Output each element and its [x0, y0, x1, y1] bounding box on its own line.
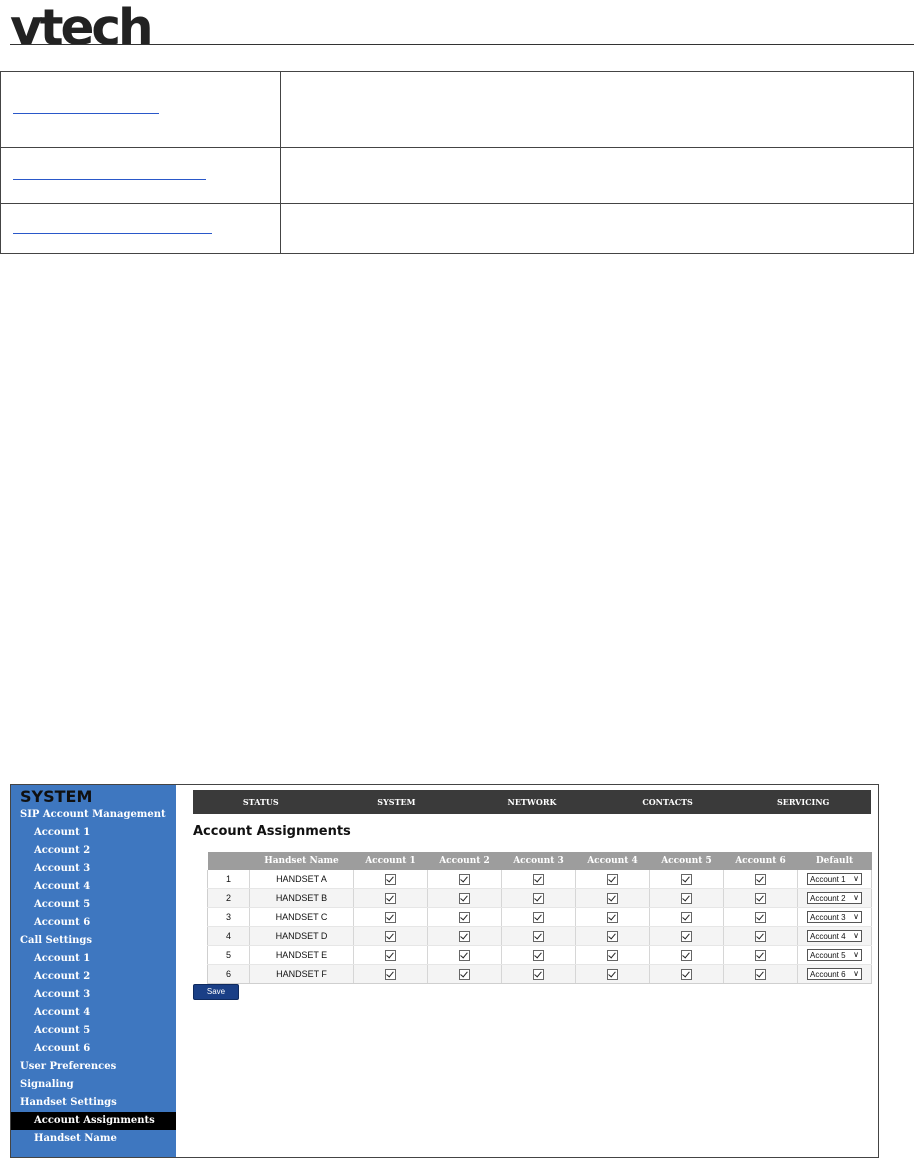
default-cell	[798, 965, 872, 984]
sidebar-item-account-2[interactable]: Account 2	[34, 971, 91, 982]
account-checkbox[interactable]	[607, 931, 618, 942]
table-row	[208, 889, 872, 908]
table-row	[208, 870, 872, 889]
row-number: 6	[208, 965, 250, 984]
account-checkbox[interactable]	[755, 874, 766, 885]
sidebar-item-signaling[interactable]: Signaling	[20, 1079, 74, 1090]
default-account-select[interactable]	[807, 968, 862, 980]
account-cell	[650, 946, 724, 965]
tab-network[interactable]: NETWORK	[507, 797, 557, 807]
account-cell	[354, 927, 428, 946]
account-checkbox[interactable]	[459, 874, 470, 885]
reference-link[interactable]	[13, 233, 212, 234]
account-checkbox[interactable]	[755, 950, 766, 961]
table-row	[208, 908, 872, 927]
sidebar-item-account-3[interactable]: Account 3	[34, 863, 91, 874]
handset-name: HANDSET D	[250, 927, 354, 946]
chevron-down-icon: ∨	[853, 931, 859, 940]
account-cell	[724, 946, 798, 965]
account-cell	[650, 870, 724, 889]
account-cell	[354, 908, 428, 927]
account-checkbox[interactable]	[385, 931, 396, 942]
row-number: 5	[208, 946, 250, 965]
account-cell	[502, 946, 576, 965]
vtech-logo: vtech	[10, 0, 151, 57]
web-ui-screenshot	[10, 784, 879, 1158]
sidebar-item-account-5[interactable]: Account 5	[34, 1025, 91, 1036]
account-checkbox[interactable]	[533, 874, 544, 885]
row-number: 2	[208, 889, 250, 908]
account-checkbox[interactable]	[681, 969, 692, 980]
account-cell	[724, 889, 798, 908]
chevron-down-icon: ∨	[853, 912, 859, 921]
account-cell	[724, 965, 798, 984]
sidebar-item-account-assignments[interactable]: Account Assignments	[11, 1112, 176, 1130]
default-account-value: Account 6	[810, 969, 846, 979]
account-checkbox[interactable]	[459, 950, 470, 961]
account-checkbox[interactable]	[607, 950, 618, 961]
account-cell	[428, 908, 502, 927]
account-cell	[354, 946, 428, 965]
sidebar-item-account-2[interactable]: Account 2	[34, 845, 91, 856]
account-checkbox[interactable]	[533, 969, 544, 980]
default-cell	[798, 870, 872, 889]
account-checkbox[interactable]	[385, 969, 396, 980]
handset-name: HANDSET C	[250, 908, 354, 927]
table-row	[208, 946, 872, 965]
column-header	[208, 852, 250, 870]
account-checkbox[interactable]	[607, 912, 618, 923]
account-cell	[576, 965, 650, 984]
account-cell	[724, 927, 798, 946]
default-account-select[interactable]	[807, 911, 862, 923]
chevron-down-icon: ∨	[853, 969, 859, 978]
sidebar-item-user-preferences[interactable]: User Preferences	[20, 1061, 117, 1072]
account-checkbox[interactable]	[385, 912, 396, 923]
table-row	[208, 965, 872, 984]
sidebar	[11, 785, 176, 1157]
account-checkbox[interactable]	[459, 969, 470, 980]
sidebar-title: SYSTEM	[20, 787, 93, 806]
tab-system[interactable]: SYSTEM	[377, 797, 416, 807]
account-cell	[650, 889, 724, 908]
account-checkbox[interactable]	[681, 912, 692, 923]
chevron-down-icon: ∨	[853, 893, 859, 902]
description-cell	[281, 148, 914, 204]
description-cell	[281, 72, 914, 148]
reference-table	[0, 71, 914, 254]
sidebar-item-account-1[interactable]: Account 1	[34, 953, 91, 964]
account-checkbox[interactable]	[755, 893, 766, 904]
account-cell	[502, 870, 576, 889]
column-header: Account 1	[354, 852, 428, 870]
row-number: 1	[208, 870, 250, 889]
account-cell	[502, 889, 576, 908]
default-account-select[interactable]	[807, 873, 862, 885]
default-account-value: Account 3	[810, 912, 846, 922]
table-row	[208, 927, 872, 946]
account-cell	[576, 889, 650, 908]
default-cell	[798, 908, 872, 927]
row-number: 4	[208, 927, 250, 946]
account-cell	[428, 946, 502, 965]
tab-status[interactable]: STATUS	[242, 797, 279, 807]
account-checkbox[interactable]	[385, 893, 396, 904]
account-checkbox[interactable]	[533, 950, 544, 961]
account-cell	[724, 870, 798, 889]
default-cell	[798, 889, 872, 908]
default-account-value: Account 4	[810, 931, 846, 941]
chevron-down-icon: ∨	[853, 874, 859, 883]
header-divider	[10, 44, 914, 45]
account-checkbox[interactable]	[607, 893, 618, 904]
default-account-value: Account 5	[810, 950, 846, 960]
handset-name: HANDSET E	[250, 946, 354, 965]
account-cell	[576, 927, 650, 946]
account-checkbox[interactable]	[755, 912, 766, 923]
account-cell	[428, 965, 502, 984]
sidebar-item-account-1[interactable]: Account 1	[34, 827, 91, 838]
account-cell	[650, 927, 724, 946]
handset-name: HANDSET A	[250, 870, 354, 889]
account-cell	[354, 870, 428, 889]
chevron-down-icon: ∨	[853, 950, 859, 959]
default-account-select[interactable]	[807, 949, 862, 961]
account-cell	[724, 908, 798, 927]
account-cell	[576, 908, 650, 927]
reference-cell	[1, 204, 281, 254]
account-checkbox[interactable]	[533, 912, 544, 923]
default-account-select[interactable]	[807, 930, 862, 942]
sidebar-item-account-4[interactable]: Account 4	[34, 1007, 91, 1018]
account-checkbox[interactable]	[459, 931, 470, 942]
account-cell	[428, 889, 502, 908]
account-checkbox[interactable]	[533, 893, 544, 904]
sidebar-item-handset-settings[interactable]: Handset Settings	[20, 1097, 117, 1108]
account-cell	[576, 946, 650, 965]
account-cell	[650, 965, 724, 984]
account-checkbox[interactable]	[607, 874, 618, 885]
handset-name: HANDSET F	[250, 965, 354, 984]
account-cell	[502, 965, 576, 984]
description-cell	[281, 204, 914, 254]
sidebar-item-sip-account-management[interactable]: SIP Account Management	[20, 809, 166, 820]
account-cell	[354, 889, 428, 908]
table-header-row	[208, 852, 872, 870]
row-number: 3	[208, 908, 250, 927]
column-header: Account 2	[428, 852, 502, 870]
column-header: Account 5	[650, 852, 724, 870]
default-cell	[798, 927, 872, 946]
default-account-select[interactable]	[807, 892, 862, 904]
account-cell	[576, 870, 650, 889]
column-header: Handset Name	[250, 852, 354, 870]
column-header: Default	[798, 852, 872, 870]
column-header: Account 6	[724, 852, 798, 870]
default-cell	[798, 946, 872, 965]
account-checkbox[interactable]	[755, 931, 766, 942]
sidebar-item-account-5[interactable]: Account 5	[34, 899, 91, 910]
account-checkbox[interactable]	[681, 931, 692, 942]
column-header: Account 3	[502, 852, 576, 870]
sidebar-item-handset-name[interactable]: Handset Name	[34, 1133, 117, 1144]
account-checkbox[interactable]	[755, 969, 766, 980]
account-assignments-table	[207, 852, 872, 984]
account-checkbox[interactable]	[459, 893, 470, 904]
tab-contacts[interactable]: CONTACTS	[642, 797, 693, 807]
handset-name: HANDSET B	[250, 889, 354, 908]
sidebar-item-account-4[interactable]: Account 4	[34, 881, 91, 892]
account-checkbox[interactable]	[459, 912, 470, 923]
account-cell	[650, 908, 724, 927]
tab-servicing[interactable]: SERVICING	[776, 797, 830, 807]
account-checkbox[interactable]	[385, 874, 396, 885]
column-header: Account 4	[576, 852, 650, 870]
save-button[interactable]: Save	[193, 984, 239, 1000]
default-account-value: Account 2	[810, 893, 846, 903]
sidebar-item-call-settings[interactable]: Call Settings	[20, 935, 93, 946]
reference-cell	[1, 148, 281, 204]
account-checkbox[interactable]	[533, 931, 544, 942]
account-cell	[428, 870, 502, 889]
reference-link[interactable]	[13, 113, 159, 114]
account-checkbox[interactable]	[607, 969, 618, 980]
sidebar-item-account-6[interactable]: Account 6	[34, 917, 91, 928]
sidebar-menu	[11, 806, 176, 1148]
reference-cell	[1, 72, 281, 148]
account-checkbox[interactable]	[385, 950, 396, 961]
top-navigation	[193, 790, 871, 814]
account-cell	[502, 927, 576, 946]
default-account-value: Account 1	[810, 874, 846, 884]
account-cell	[502, 908, 576, 927]
account-checkbox[interactable]	[681, 893, 692, 904]
sidebar-item-account-3[interactable]: Account 3	[34, 989, 91, 1000]
page-title: Account Assignments	[193, 824, 351, 839]
account-cell	[428, 927, 502, 946]
account-checkbox[interactable]	[681, 874, 692, 885]
account-cell	[354, 965, 428, 984]
account-checkbox[interactable]	[681, 950, 692, 961]
sidebar-item-account-6[interactable]: Account 6	[34, 1043, 91, 1054]
reference-link[interactable]	[13, 179, 206, 180]
